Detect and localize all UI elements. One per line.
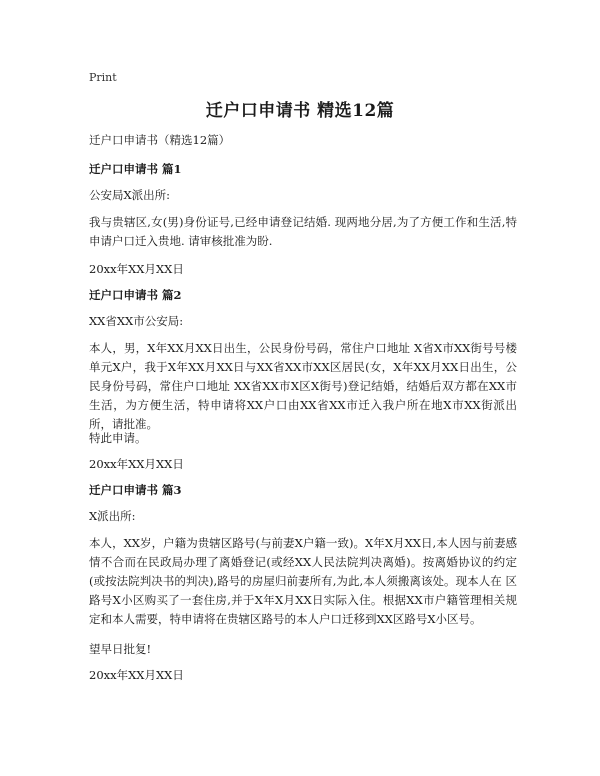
- section-date-2: 20xx年XX月XX日: [89, 457, 184, 471]
- section-body-2: 本人，男，X年XX月XX日出生，公民身份号码，常住户口地址 X省X市XX街号号楼单元X户，我于X年XX月XX日与XX省XX市XX区居民(女，X年XX月XX日出生，公民身份号码，常住户口地址 XX省XX市X区X街号)登记结婚，结婚后双方都在XX市生活，为方便生活，特申请将XX户口由XX省XX市迁入我户所在地X市XX街派出所，请批准。: [89, 341, 517, 431]
- section-body-1: 我与贵辖区,女(男)身份证号,已经申请登记结婚. 现两地分居,为了方便工作和生活,特申请户口迁入贵地. 请审核批准为盼.: [89, 215, 517, 248]
- section-recipient-2: XX省XX市公安局:: [89, 314, 184, 328]
- section-recipient-1: 公安局X派出所:: [89, 188, 171, 202]
- page-title: 迁户口申请书 精选12篇: [205, 101, 395, 121]
- section-heading-1: 迁户口申请书 篇1: [89, 162, 182, 176]
- print-label: Print: [89, 71, 117, 84]
- section-date-1: 20xx年XX月XX日: [89, 262, 184, 276]
- section-closing-2: 特此申请。: [89, 431, 147, 445]
- section-recipient-3: X派出所:: [89, 509, 136, 523]
- section-date-3: 20xx年XX月XX日: [89, 668, 184, 682]
- document-subtitle: 迁户口申请书（精选12篇）: [89, 133, 231, 147]
- section-body-3: 本人，XX岁，户籍为贵辖区路号(与前妻X户籍一致)。X年X月XX日,本人因与前妻感情不合而在民政局办理了离婚登记(或经XX人民法院判决离婚)。按离婚协议的约定(或按法院判决书的判决),路号的房屋归前妻所有,为此,本人须搬离该处。现本人在 区路号X小区购买了一套住房,并于X年X月XX日实际入住。根据XX市户籍管理相关规定和本人需要，特申请将在贵辖区路号的本人户口迁移到XX区路号X小区号。: [89, 536, 517, 626]
- section-heading-2: 迁户口申请书 篇2: [89, 288, 182, 302]
- section-heading-3: 迁户口申请书 篇3: [89, 483, 182, 497]
- section-closing-3: 望早日批复!: [89, 642, 152, 656]
